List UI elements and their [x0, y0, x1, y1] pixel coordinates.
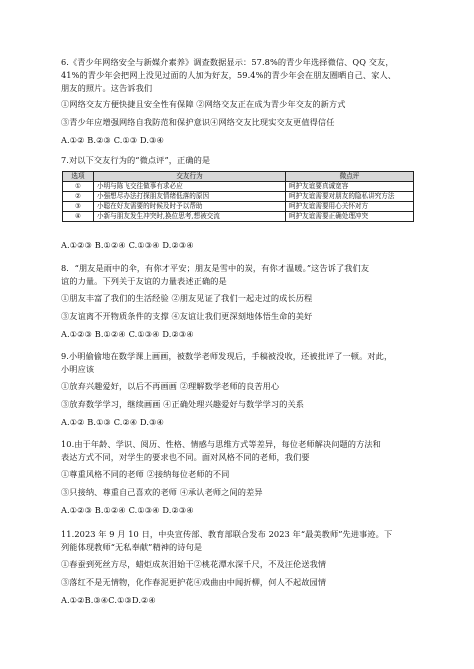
table-cell-behavior: 小明与陈飞交往做事有求必应 — [94, 182, 286, 192]
q8-stem-line-1: 8．“朋友是雨中的伞，有你才平安；朋友是雪中的炭，有你才温暖。”这告诉了我们友 — [61, 263, 370, 273]
q9-answer-choices: A.①② B.①③ C.②④ D.③④ — [61, 417, 165, 427]
table-cell-option: ① — [63, 182, 94, 192]
q6-option-line-1: ①网络交友方便快捷且安全性有保障 ②网络交友正在成为青少年交友的新方式 — [61, 99, 346, 109]
q10-answer-choices: A.①②③ B.①②④ C.①③④ D.②③④ — [61, 505, 194, 515]
q7-stem: 7.对以下交友行为的“微点评”，正确的是 — [61, 155, 211, 165]
q7-table-header-row — [63, 172, 414, 182]
table-cell-comment: 呵护友谊需要正确处理冲突 — [286, 212, 414, 222]
table-cell-behavior: 小强想尽办法打探朋友情绪低落的原因 — [94, 192, 286, 202]
q9-option-line-1: ①放弃兴趣爱好，以后不再画画 ②理解数学老师的良苦用心 — [61, 381, 280, 391]
q10-option-line-1: ①尊重风格不同的老师 ②接纳每位老师的不同 — [61, 469, 230, 479]
table-cell-behavior: 小新与朋友发生冲突时,换位思考,想被交流 — [94, 212, 286, 222]
q10-stem-line-2: 表达方式不同，对学生的要求也不同。面对风格不同的老师，我们要 — [61, 452, 310, 462]
q11-option-line-2: ③落红不是无情物，化作春泥更护花④戏曲由中闻折柳，何人不起故园情 — [61, 577, 327, 587]
q6-answer-choices: A.①② B.②③ C.①③ D.③④ — [61, 135, 165, 145]
table-cell-option: ④ — [63, 212, 94, 222]
q7-header-comment: 微点评 — [286, 172, 414, 182]
q6-stem-line-2: 41%的青少年会把网上没见过面的人加为好友，59.4%的青少年会在朋友圈晒自己、家人、 — [61, 70, 397, 80]
table-cell-comment: 呵护友谊要真诚宽容 — [286, 182, 414, 192]
table-row — [63, 192, 414, 202]
q10-stem-line-1: 10.由于年龄、学识、阅历、性格、情感与思维方式等差异，每位老师解决问题的方法和 — [61, 439, 381, 449]
table-cell-option: ② — [63, 192, 94, 202]
q7-header-behavior: 交友行为 — [94, 172, 286, 182]
q11-stem-line-1: 11.2023 年 9 月 10 日，中央宣传部、教育部联合发布 2023 年“最美教师”先进事迹。下 — [61, 529, 393, 539]
table-cell-comment: 呵护友谊需要对朋友的隐私讲究方法 — [286, 192, 414, 202]
q8-option-line-1: ①朋友丰富了我们的生活经验 ②朋友见证了我们一起走过的成长历程 — [61, 293, 313, 303]
table-row — [63, 202, 414, 212]
q8-stem-line-2: 谊的力量。下列关于友谊的力量表述正确的是 — [61, 276, 227, 286]
q7-answer-choices: A.①②③ B.①②④ C.①③④ D.②③④ — [61, 240, 194, 250]
table-cell-option: ③ — [63, 202, 94, 212]
table-row — [63, 182, 414, 192]
q9-stem-line-2: 小明应该 — [61, 364, 95, 374]
q11-stem-line-2: 列能体现教师“无私奉献”精神的诗句是 — [61, 542, 203, 552]
q7-header-option: 选项 — [63, 172, 94, 182]
q9-stem-line-1: 9.小明偷偷地在数学课上画画，被数学老师发现后，手稿被没收，还被批评了一顿。对此， — [61, 351, 393, 361]
q9-option-line-2: ③放弃数学学习，继续画画 ④正确处理兴趣爱好与数学学习的关系 — [61, 399, 305, 409]
q6-stem-line-3: 朋友的照片。这告诉我们 — [61, 83, 153, 93]
q6-stem-line-1: 6.《青少年网络安全与新媒介素养》调查数据显示：57.8%的青少年选择微信、QQ 交友， — [61, 57, 394, 67]
table-cell-comment: 呵护友谊需要用心关怀对方 — [286, 202, 414, 212]
q8-option-line-2: ③友谊离不开物质条件的支撑 ④友谊让我们更深刻地体悟生命的美好 — [61, 311, 313, 321]
table-cell-behavior: 小聪在好友需要的时候及时予以帮助 — [94, 202, 286, 212]
table-row — [63, 212, 414, 222]
q6-option-line-2: ③青少年应增强网络自我防范和保护意识④网络交友比现实交友更值得信任 — [61, 117, 335, 127]
q7-table — [62, 171, 414, 222]
q11-option-line-1: ①春蚕到死丝方尽，蜡炬成灰泪始干②桃花潭水深千尺，不及汪伦送我情 — [61, 559, 327, 569]
q10-option-line-2: ③只接纳、尊重自己喜欢的老师 ④承认老师之间的差异 — [61, 487, 263, 497]
q11-answer-choices: A.①②B.③④C.①③D.②④ — [61, 595, 156, 605]
q8-answer-choices: A.①②③ B.①②④ C.①③④ D.②③④ — [61, 329, 194, 339]
